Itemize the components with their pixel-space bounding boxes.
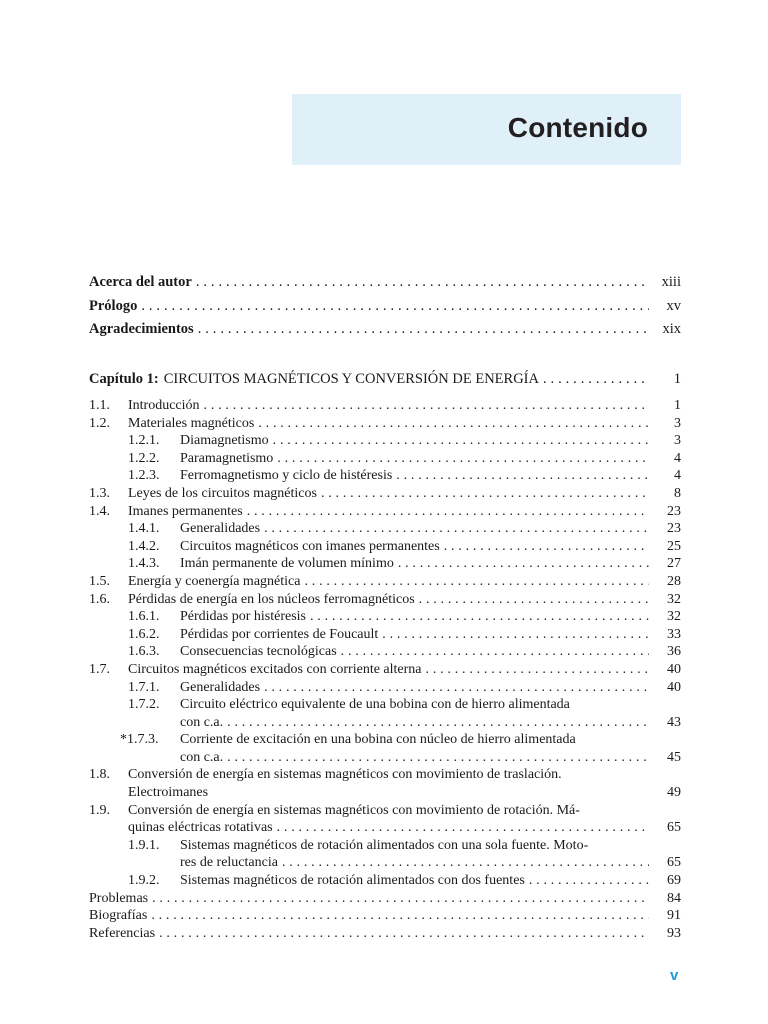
section-number: 1.6.3.	[128, 644, 160, 660]
toc-entry[interactable]	[89, 731, 681, 749]
section-number: 1.7.	[89, 661, 110, 677]
leader-dots	[260, 520, 649, 538]
toc-entry[interactable]	[89, 643, 681, 661]
section-number: 1.4.1.	[128, 521, 160, 537]
section-page: 69	[667, 873, 681, 889]
toc-entry[interactable]	[89, 450, 681, 468]
leader-dots	[422, 661, 649, 679]
toc-entry[interactable]	[89, 626, 681, 644]
section-title: Consecuencias tecnológicas	[180, 644, 337, 660]
section-number: 1.6.1.	[128, 609, 160, 625]
section-page: 65	[667, 820, 681, 836]
section-page: 40	[667, 661, 681, 677]
toc-entry-label: Prólogo	[89, 297, 138, 314]
toc-entry[interactable]	[89, 925, 681, 943]
toc-entry-continuation[interactable]	[89, 749, 681, 767]
section-title: Paramagnetismo	[180, 450, 274, 466]
leader-dots	[378, 626, 649, 644]
section-number: 1.5.	[89, 573, 110, 589]
chapter-heading	[89, 369, 681, 389]
leader-dots	[306, 608, 649, 626]
section-title: Pérdidas por histéresis	[180, 609, 306, 625]
page-title: Contenido	[507, 112, 648, 143]
toc-entry[interactable]	[89, 679, 681, 697]
toc-entry[interactable]	[89, 696, 681, 714]
section-number: 1.9.	[89, 802, 110, 818]
section-number: 1.2.1.	[128, 433, 160, 449]
chapter-prefix: Capítulo 1:	[89, 371, 159, 387]
section-page: 23	[667, 521, 681, 537]
toc-entry-continuation[interactable]	[89, 784, 681, 802]
toc-entry[interactable]	[89, 467, 681, 485]
toc-entry-chapter-1[interactable]	[89, 369, 681, 389]
section-title: Generalidades	[180, 521, 261, 537]
section-title: Circuito eléctrico equivalente de una bobina con de hierro alimentada	[180, 697, 570, 713]
section-title-cont: quinas eléctricas rotativas	[128, 820, 273, 836]
section-page: 93	[667, 925, 681, 941]
section-number: 1.8.	[89, 767, 110, 783]
section-title: Energía y coenergía magnética	[128, 573, 301, 589]
leader-dots	[300, 573, 649, 591]
section-number: 1.2.3.	[128, 468, 160, 484]
section-number: 1.1.	[89, 398, 110, 413]
front-matter-list	[89, 271, 681, 342]
toc-entry-page: xiii	[661, 274, 681, 290]
leader-dots	[337, 643, 649, 661]
leader-dots	[223, 749, 649, 767]
section-page: 32	[667, 609, 681, 625]
title-banner	[292, 94, 681, 165]
section-page: 4	[674, 468, 681, 484]
leader-dots	[254, 415, 649, 433]
section-title: Ferromagnetismo y ciclo de histéresis	[180, 468, 393, 484]
section-number: 1.4.3.	[128, 556, 160, 572]
section-title: Problemas	[89, 890, 149, 906]
section-page: 23	[667, 503, 681, 519]
toc-entry[interactable]	[89, 503, 681, 521]
section-title: Referencias	[89, 925, 156, 941]
section-page: 65	[667, 855, 681, 871]
section-page: 8	[674, 485, 681, 501]
leader-dots	[273, 450, 649, 468]
toc-entry-page: 1	[673, 371, 681, 387]
section-page: 25	[667, 538, 681, 554]
toc-entry[interactable]	[89, 591, 681, 609]
leader-dots	[260, 679, 649, 697]
toc-entry-acknowledgements[interactable]	[89, 318, 681, 342]
section-page: 1	[674, 398, 681, 413]
section-number: 1.2.2.	[128, 450, 160, 466]
section-title: Biografías	[89, 908, 148, 924]
chapter-title: CIRCUITOS MAGNÉTICOS Y CONVERSIÓN DE ENERGÍA	[163, 371, 539, 387]
section-page: 45	[667, 749, 681, 765]
leader-dots	[415, 591, 649, 609]
leader-dots	[317, 485, 649, 503]
section-page: 3	[674, 433, 681, 449]
section-title: Sistemas magnéticos de rotación alimentados con una sola fuente. Moto-	[180, 837, 589, 853]
toc-entry[interactable]	[89, 872, 681, 890]
section-title-cont: con c.a.	[180, 714, 224, 730]
toc-entry-prologue[interactable]	[89, 295, 681, 319]
section-page: 91	[667, 908, 681, 924]
leader-dots	[525, 872, 649, 890]
leader-dots	[148, 890, 649, 908]
toc-entry[interactable]	[89, 802, 681, 820]
section-title: Generalidades	[180, 679, 261, 695]
toc-entry-label: Acerca del autor	[89, 274, 192, 290]
section-title: Imanes permanentes	[128, 503, 243, 519]
section-title-cont: Electroimanes	[128, 785, 209, 801]
toc-entry-continuation[interactable]	[89, 714, 681, 732]
leader-dots	[194, 318, 649, 342]
section-page: 40	[667, 679, 681, 695]
section-number: 1.6.	[89, 591, 110, 607]
leader-dots	[155, 925, 649, 943]
section-number: 1.4.2.	[128, 538, 160, 554]
toc-entry-continuation[interactable]	[89, 854, 681, 872]
toc-entry-about-author[interactable]	[89, 271, 681, 295]
section-number: 1.3.	[89, 485, 110, 501]
leader-dots	[273, 819, 649, 837]
section-title-cont: res de reluctancia	[180, 855, 278, 871]
section-page: 3	[674, 415, 681, 431]
section-page: 43	[667, 714, 681, 730]
section-page: 33	[667, 626, 681, 642]
leader-dots	[147, 907, 649, 925]
section-page: 27	[667, 556, 681, 572]
leader-dots	[269, 432, 649, 450]
toc-entry[interactable]	[89, 555, 681, 573]
leader-dots	[392, 467, 649, 485]
section-title: Corriente de excitación en una bobina con núcleo de hierro alimentada	[180, 732, 576, 748]
section-title: Leyes de los circuitos magnéticos	[128, 485, 317, 501]
section-title: Imán permanente de volumen mínimo	[180, 556, 394, 572]
section-title: Conversión de energía en sistemas magnéticos con movimiento de rotación. Má-	[128, 802, 580, 818]
toc-entry[interactable]	[89, 485, 681, 503]
section-page: 32	[667, 591, 681, 607]
section-title: Circuitos magnéticos excitados con corriente alterna	[128, 661, 422, 677]
section-number: 1.9.1.	[128, 837, 160, 853]
section-page: 4	[674, 450, 681, 466]
toc-entry[interactable]	[89, 538, 681, 556]
toc-entry[interactable]	[89, 661, 681, 679]
section-number: *1.7.3.	[120, 732, 159, 748]
toc-entry-page: xv	[666, 297, 681, 314]
leader-dots	[243, 503, 649, 521]
section-number: 1.7.2.	[128, 697, 160, 713]
toc-entry-continuation[interactable]	[89, 819, 681, 837]
leader-dots	[394, 555, 649, 573]
section-title: Circuitos magnéticos con imanes permanentes	[180, 538, 440, 554]
section-title: Conversión de energía en sistemas magnéticos con movimiento de traslación.	[128, 767, 562, 783]
leader-dots	[223, 714, 649, 732]
section-title: Introducción	[128, 398, 200, 413]
section-title: Pérdidas por corrientes de Foucault	[180, 626, 379, 642]
page-number: v	[670, 967, 679, 984]
leader-dots	[200, 397, 649, 415]
toc-entry[interactable]	[89, 432, 681, 450]
section-page: 49	[667, 785, 681, 801]
section-number: 1.7.1.	[128, 679, 160, 695]
section-title: Materiales magnéticos	[128, 415, 255, 431]
toc-entry[interactable]	[89, 907, 681, 925]
section-title-cont: con c.a.	[180, 749, 224, 765]
section-page: 28	[667, 573, 681, 589]
toc-entry-page: xix	[662, 321, 681, 337]
section-title: Sistemas magnéticos de rotación alimentados con dos fuentes	[180, 873, 525, 889]
section-title: Pérdidas de energía en los núcleos ferromagnéticos	[128, 591, 415, 607]
toc-entry[interactable]	[89, 837, 681, 855]
leader-dots	[440, 538, 649, 556]
leader-dots	[539, 369, 649, 389]
section-number: 1.2.	[89, 415, 110, 431]
toc-entry[interactable]	[89, 415, 681, 433]
section-title: Diamagnetismo	[180, 433, 269, 449]
section-number: 1.9.2.	[128, 873, 160, 889]
leader-dots	[137, 295, 649, 319]
toc-entry[interactable]	[89, 766, 681, 784]
section-page: 84	[667, 890, 681, 906]
toc-entry[interactable]	[89, 520, 681, 538]
section-number: 1.4.	[89, 503, 110, 519]
section-number: 1.6.2.	[128, 626, 160, 642]
toc-entry[interactable]	[89, 890, 681, 908]
leader-dots	[278, 854, 649, 872]
toc-entry[interactable]	[89, 397, 681, 415]
toc-entry-label: Agradecimientos	[89, 321, 194, 337]
section-page: 36	[667, 644, 681, 660]
toc-entries	[89, 397, 681, 942]
toc-entry[interactable]	[89, 573, 681, 591]
leader-dots	[192, 271, 649, 295]
toc-entry[interactable]	[89, 608, 681, 626]
